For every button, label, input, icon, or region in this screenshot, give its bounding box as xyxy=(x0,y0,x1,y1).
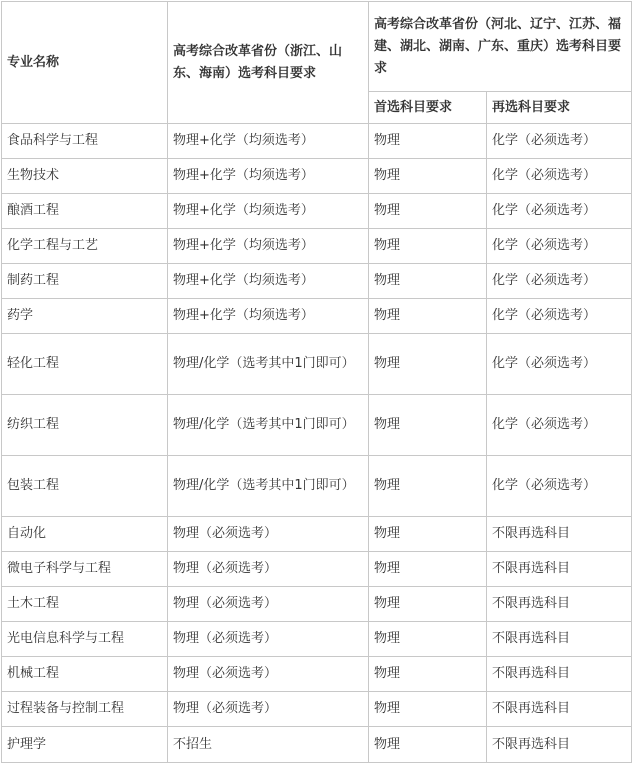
header-row xyxy=(2,2,632,92)
table-row xyxy=(2,124,632,159)
cell-major: 土木工程 xyxy=(2,587,168,622)
cell-first-choice: 物理 xyxy=(369,159,487,194)
cell-re-choice: 不限再选科目 xyxy=(487,692,632,727)
cell-major: 自动化 xyxy=(2,517,168,552)
table-row xyxy=(2,727,632,763)
table-row xyxy=(2,517,632,552)
table-row xyxy=(2,299,632,334)
cell-group1-req: 物理/化学（选考其中1门即可） xyxy=(168,456,369,517)
header-re-choice: 再选科目要求 xyxy=(487,92,632,124)
cell-group1-req: 物理+化学（均须选考） xyxy=(168,194,369,229)
cell-group1-req: 物理/化学（选考其中1门即可） xyxy=(168,334,369,395)
cell-major: 药学 xyxy=(2,299,168,334)
cell-group1-req: 物理+化学（均须选考） xyxy=(168,264,369,299)
cell-major: 护理学 xyxy=(2,727,168,763)
cell-first-choice: 物理 xyxy=(369,299,487,334)
cell-re-choice: 化学（必须选考） xyxy=(487,334,632,395)
cell-major: 生物技术 xyxy=(2,159,168,194)
cell-re-choice: 不限再选科目 xyxy=(487,727,632,763)
cell-re-choice: 化学（必须选考） xyxy=(487,395,632,456)
header-first-choice: 首选科目要求 xyxy=(369,92,487,124)
table-row xyxy=(2,229,632,264)
table-row xyxy=(2,622,632,657)
cell-re-choice: 化学（必须选考） xyxy=(487,124,632,159)
cell-first-choice: 物理 xyxy=(369,264,487,299)
cell-group1-req: 物理+化学（均须选考） xyxy=(168,124,369,159)
cell-first-choice: 物理 xyxy=(369,587,487,622)
cell-first-choice: 物理 xyxy=(369,395,487,456)
cell-major: 纺织工程 xyxy=(2,395,168,456)
cell-major: 制药工程 xyxy=(2,264,168,299)
header-group2-requirement: 高考综合改革省份（河北、辽宁、江苏、福建、湖北、湖南、广东、重庆）选考科目要求 xyxy=(369,2,632,92)
cell-re-choice: 化学（必须选考） xyxy=(487,229,632,264)
cell-group1-req: 物理+化学（均须选考） xyxy=(168,299,369,334)
cell-re-choice: 化学（必须选考） xyxy=(487,194,632,229)
cell-first-choice: 物理 xyxy=(369,552,487,587)
cell-group1-req: 物理（必须选考） xyxy=(168,552,369,587)
cell-major: 食品科学与工程 xyxy=(2,124,168,159)
cell-re-choice: 不限再选科目 xyxy=(487,657,632,692)
cell-group1-req: 物理（必须选考） xyxy=(168,622,369,657)
cell-re-choice: 不限再选科目 xyxy=(487,587,632,622)
cell-group1-req: 物理/化学（选考其中1门即可） xyxy=(168,395,369,456)
cell-major: 轻化工程 xyxy=(2,334,168,395)
cell-re-choice: 化学（必须选考） xyxy=(487,159,632,194)
cell-first-choice: 物理 xyxy=(369,657,487,692)
cell-first-choice: 物理 xyxy=(369,622,487,657)
header-group1-requirement: 高考综合改革省份（浙江、山东、海南）选考科目要求 xyxy=(168,2,369,124)
table-row xyxy=(2,264,632,299)
table-row xyxy=(2,194,632,229)
cell-major: 光电信息科学与工程 xyxy=(2,622,168,657)
table-row xyxy=(2,587,632,622)
cell-major: 微电子科学与工程 xyxy=(2,552,168,587)
cell-re-choice: 化学（必须选考） xyxy=(487,456,632,517)
cell-first-choice: 物理 xyxy=(369,456,487,517)
cell-group1-req: 物理（必须选考） xyxy=(168,517,369,552)
cell-first-choice: 物理 xyxy=(369,692,487,727)
cell-re-choice: 不限再选科目 xyxy=(487,517,632,552)
cell-re-choice: 不限再选科目 xyxy=(487,552,632,587)
header-major-name: 专业名称 xyxy=(2,2,168,124)
cell-major: 过程装备与控制工程 xyxy=(2,692,168,727)
subject-requirements-table xyxy=(1,1,632,763)
cell-major: 机械工程 xyxy=(2,657,168,692)
cell-first-choice: 物理 xyxy=(369,194,487,229)
cell-re-choice: 化学（必须选考） xyxy=(487,299,632,334)
cell-first-choice: 物理 xyxy=(369,229,487,264)
table-row xyxy=(2,552,632,587)
table-row xyxy=(2,692,632,727)
cell-group1-req: 物理+化学（均须选考） xyxy=(168,229,369,264)
cell-group1-req: 不招生 xyxy=(168,727,369,763)
table-row xyxy=(2,395,632,456)
cell-re-choice: 化学（必须选考） xyxy=(487,264,632,299)
cell-major: 酿酒工程 xyxy=(2,194,168,229)
cell-re-choice: 不限再选科目 xyxy=(487,622,632,657)
cell-group1-req: 物理（必须选考） xyxy=(168,692,369,727)
cell-group1-req: 物理（必须选考） xyxy=(168,657,369,692)
cell-first-choice: 物理 xyxy=(369,727,487,763)
table-row xyxy=(2,334,632,395)
table-row xyxy=(2,456,632,517)
cell-major: 化学工程与工艺 xyxy=(2,229,168,264)
cell-group1-req: 物理（必须选考） xyxy=(168,587,369,622)
cell-major: 包装工程 xyxy=(2,456,168,517)
cell-group1-req: 物理+化学（均须选考） xyxy=(168,159,369,194)
table-row xyxy=(2,657,632,692)
cell-first-choice: 物理 xyxy=(369,517,487,552)
cell-first-choice: 物理 xyxy=(369,124,487,159)
cell-first-choice: 物理 xyxy=(369,334,487,395)
table-row xyxy=(2,159,632,194)
